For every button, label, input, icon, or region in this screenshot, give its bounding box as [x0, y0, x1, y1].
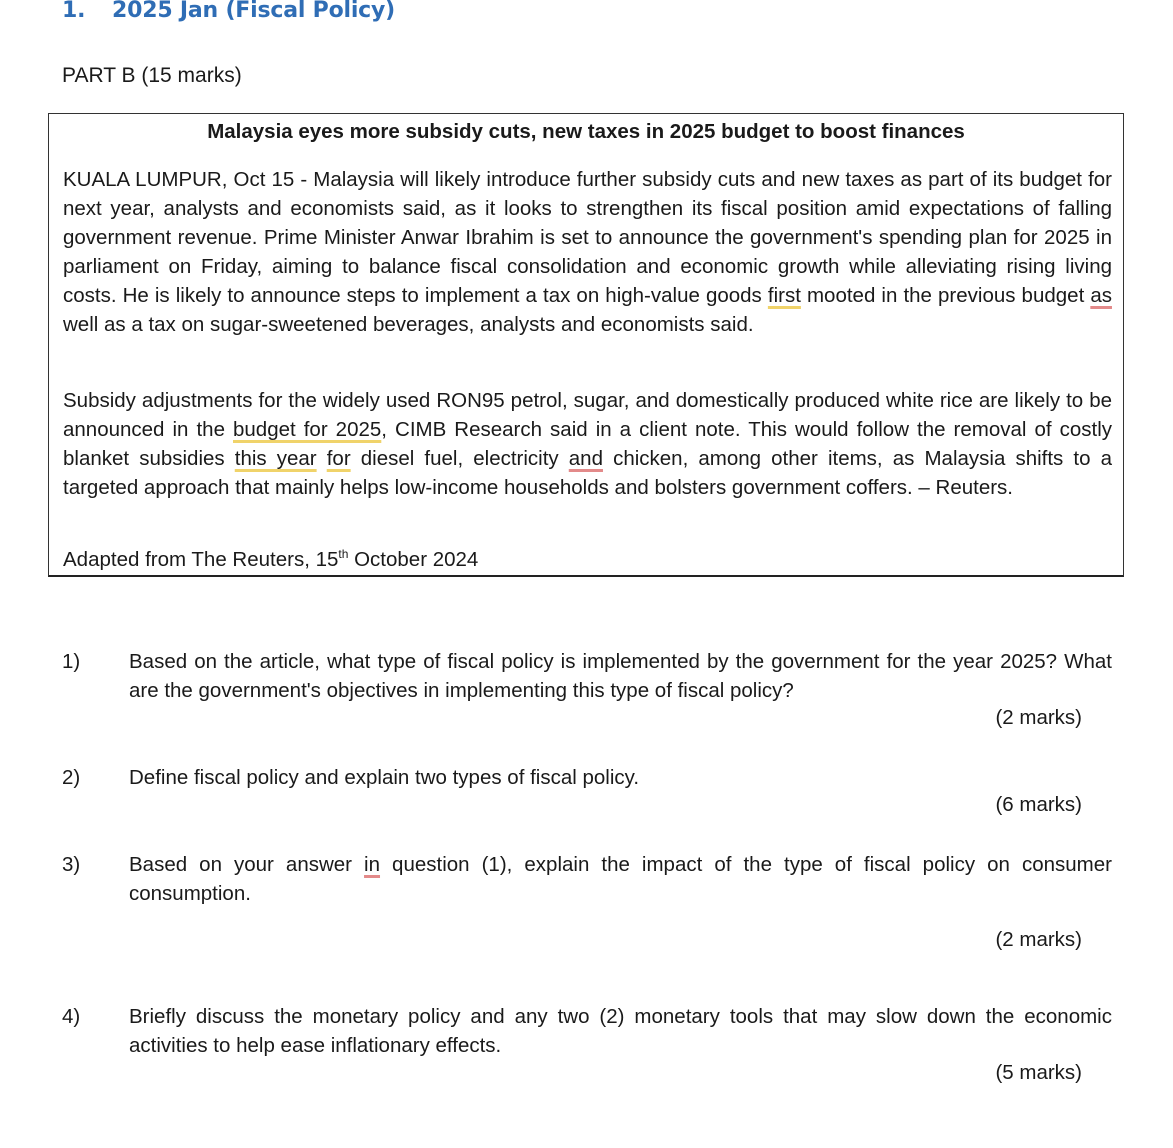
- grammar-underline: for: [326, 447, 351, 470]
- question-1: [62, 647, 1112, 705]
- question-number: 1): [62, 650, 81, 673]
- text-segment: [317, 447, 327, 470]
- text-segment: Based on your answer: [129, 853, 365, 876]
- question-text: Define fiscal policy and explain two types of fiscal policy.: [129, 766, 640, 789]
- question-number: 4): [62, 1005, 81, 1028]
- source-text: Adapted from The Reuters, 15: [63, 548, 339, 571]
- article-box: [48, 113, 1124, 577]
- source-superscript: th: [338, 547, 349, 561]
- question-number: 3): [62, 853, 81, 876]
- source-text: October 2024: [348, 548, 479, 571]
- text-segment: well as a tax on sugar-sweetened beverages, analysts and economists said.: [63, 313, 754, 336]
- question-3-marks: (2 marks): [995, 928, 1082, 951]
- section-heading: [62, 0, 395, 23]
- grammar-underline: this year: [234, 447, 317, 470]
- article-source: [63, 547, 478, 572]
- grammar-underline: budget for 2025: [233, 418, 382, 441]
- text-segment: , CIMB Research said in a client note. This would follow the removal of costly blanket subsidies: [63, 418, 1113, 470]
- text-segment: diesel fuel, electricity: [350, 447, 569, 470]
- question-2-marks: (6 marks): [995, 793, 1082, 816]
- section-title: 2025 Jan (Fiscal Policy): [112, 0, 396, 23]
- question-text: Based on the article, what type of fiscal policy is implemented by the government for the year 2025? What are the government's objectives in implementing this type of fiscal policy?: [129, 650, 1112, 702]
- article-paragraph-2: [63, 386, 1112, 502]
- text-segment: question (1), explain the impact of the type of fiscal policy on consumer consumption.: [129, 853, 1112, 905]
- spelling-underline: and: [568, 447, 603, 470]
- article-title: Malaysia eyes more subsidy cuts, new taxes in 2025 budget to boost finances: [207, 120, 965, 143]
- section-number: 1.: [62, 0, 86, 23]
- text-segment: mooted in the previous budget: [800, 284, 1091, 307]
- question-text: Briefly discuss the monetary policy and any two (2) monetary tools that may slow down the economic activities to help ease inflationary effects.: [129, 1005, 1112, 1057]
- part-label: PART B (15 marks): [62, 64, 242, 87]
- question-3: [62, 850, 1112, 908]
- spelling-underline: as: [1090, 284, 1112, 307]
- spelling-underline: in: [364, 853, 381, 876]
- question-2: [62, 763, 1112, 792]
- question-1-marks: (2 marks): [995, 706, 1082, 729]
- text-segment: KUALA LUMPUR, Oct 15 - Malaysia will likely introduce further subsidy cuts and new taxes as part of its budget for next year, analysts and economists said, as it looks to strengthen its fiscal position amid expectations of falling government revenue. Prime Minister Anwar Ibrahim is set to announce the government's spending plan for 2025 in parliament on Friday, aiming to balance fiscal consolidation and economic growth while alleviating rising living costs. He is likely to announce steps to implement a tax on high-value goods: [63, 168, 1112, 307]
- article-paragraph-1: [63, 165, 1112, 339]
- question-4-marks: (5 marks): [995, 1061, 1082, 1084]
- question-number: 2): [62, 766, 81, 789]
- grammar-underline: first: [767, 284, 801, 307]
- question-text: [129, 850, 1112, 908]
- text-segment: chicken, among other items, as Malaysia shifts to a targeted approach that mainly helps low-income households and bolsters government coffers. – Reuters.: [63, 447, 1112, 499]
- text-segment: Subsidy adjustments for the widely used RON95 petrol, sugar, and domestically produced white rice are likely to be announced in the: [63, 389, 1112, 441]
- question-4: [62, 1002, 1112, 1060]
